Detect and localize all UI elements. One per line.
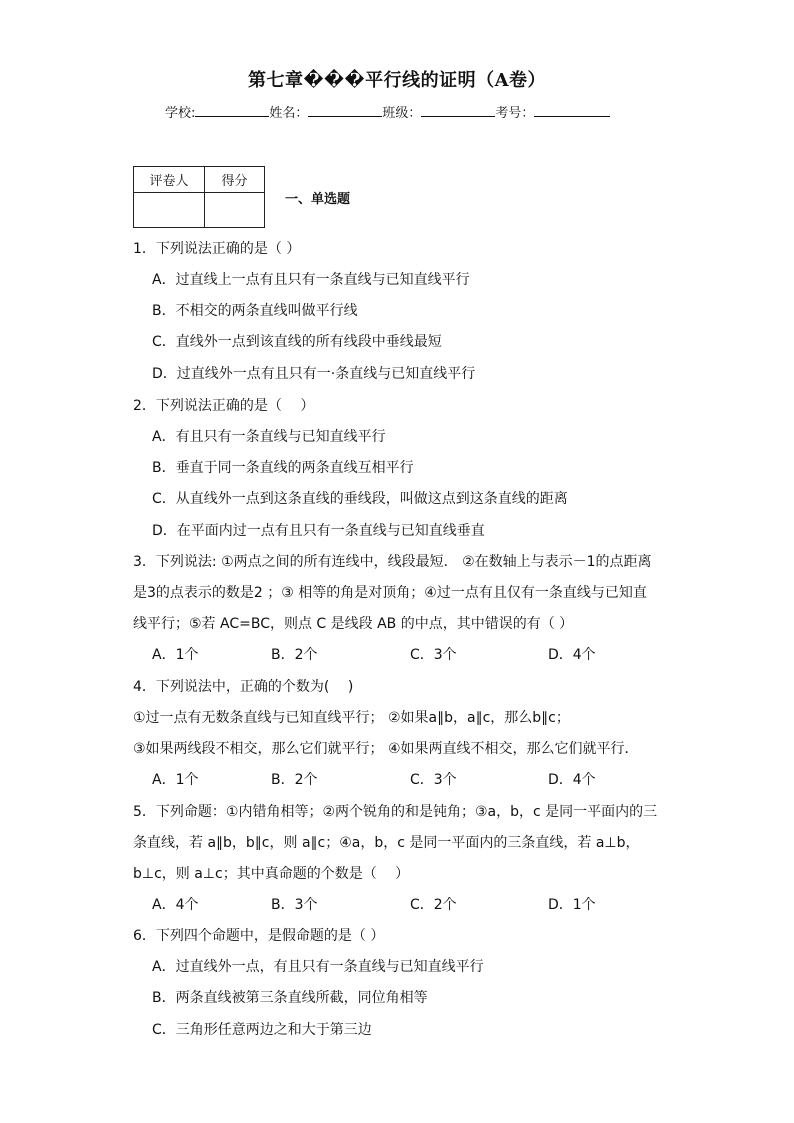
question-4-stem: 4．下列说法中，正确的个数为( ) <box>133 679 354 695</box>
question-2-option-c: C．从直线外一点到这条直线的垂线段，叫做这点到这条直线的距离 <box>152 491 568 507</box>
question-2-option-d: D．在平面内过一点有且只有一条直线与已知直线垂直 <box>152 523 485 539</box>
name-blank <box>308 104 382 117</box>
question-4-option-c: C．3个 <box>410 772 457 788</box>
question-1-option-b: B．不相交的两条直线叫做平行线 <box>152 303 358 319</box>
question-2-stem: 2．下列说法正确的是（ ） <box>133 398 315 414</box>
question-4-option-b: B．2个 <box>271 772 318 788</box>
score-cell <box>205 193 265 228</box>
question-4-option-a: A．1个 <box>152 772 199 788</box>
score-table <box>133 166 265 228</box>
exam-number-label: 考号： <box>495 106 535 121</box>
question-1-option-c: C．直线外一点到该直线的所有线段中垂线最短 <box>152 334 442 350</box>
question-3-line-1: 3．下列说法: ①两点之间的所有连线中，线段最短． ②在数轴上与表示－1的点距离 <box>133 554 652 570</box>
question-3-option-c: C．3个 <box>410 647 457 663</box>
question-6-option-c: C．三角形任意两边之和大于第三边 <box>152 1022 372 1038</box>
question-2-option-a: A．有且只有一条直线与已知直线平行 <box>152 429 386 445</box>
grader-header: 评卷人 <box>134 167 205 193</box>
school-label: 学校: <box>165 106 196 121</box>
question-1-option-d: D．过直线外一点有且只有一·条直线与已知直线平行 <box>152 366 476 382</box>
question-2-option-b: B．垂直于同一条直线的两条直线互相平行 <box>152 460 414 476</box>
question-5-option-a: A．4个 <box>152 897 199 913</box>
question-5-line-3: b⊥c，则 a⊥c；其中真命题的个数是（ ） <box>133 866 410 882</box>
question-3-line-2: 是3的点表示的数是2 ；③ 相等的角是对顶角；④过一点有且仅有一条直线与已知直 <box>133 585 647 601</box>
question-4-option-d: D．4个 <box>548 772 596 788</box>
grader-cell <box>134 193 205 228</box>
school-blank <box>195 104 269 117</box>
question-5-line-2: 条直线，若 a∥b，b∥c，则 a∥c；④a，b，c 是同一平面内的三条直线，若 a⊥b， <box>133 835 640 851</box>
student-info-row <box>165 102 610 121</box>
question-5-option-d: D．1个 <box>548 897 596 913</box>
name-label: 姓名： <box>269 106 309 121</box>
exam-number-blank <box>534 104 610 117</box>
question-5-option-b: B．3个 <box>271 897 318 913</box>
question-3-line-3: 线平行；⑤若 AC=BC，则点 C 是线段 AB 的中点，其中错误的有（ ） <box>133 616 574 632</box>
question-6-stem: 6．下列四个命题中，是假命题的是（ ） <box>133 928 385 944</box>
question-3-option-b: B．2个 <box>271 647 318 663</box>
class-label: 班级： <box>382 106 422 121</box>
question-3-option-d: D．4个 <box>548 647 596 663</box>
class-blank <box>421 104 495 117</box>
question-1-option-a: A．过直线上一点有且只有一条直线与已知直线平行 <box>152 272 470 288</box>
question-1-stem: 1．下列说法正确的是（ ） <box>133 241 301 257</box>
question-4-line-1: ①过一点有无数条直线与已知直线平行； ②如果a∥b，a∥c，那么b∥c； <box>133 710 570 726</box>
score-header: 得分 <box>205 167 265 193</box>
question-6-option-b: B．两条直线被第三条直线所截，同位角相等 <box>152 990 428 1006</box>
page-title: 第七章���平行线的证明（A卷） <box>247 70 547 91</box>
question-3-option-a: A．1个 <box>152 647 199 663</box>
question-6-option-a: A．过直线外一点，有且只有一条直线与已知直线平行 <box>152 959 484 975</box>
question-5-line-1: 5．下列命题：①内错角相等；②两个锐角的和是钝角；③a，b，c 是同一平面内的三 <box>133 804 658 820</box>
question-5-option-c: C．2个 <box>410 897 457 913</box>
section-title: 一、单选题 <box>285 192 351 207</box>
question-4-line-2: ③如果两线段不相交，那么它们就平行； ④如果两直线不相交，那么它们就平行． <box>133 741 639 757</box>
